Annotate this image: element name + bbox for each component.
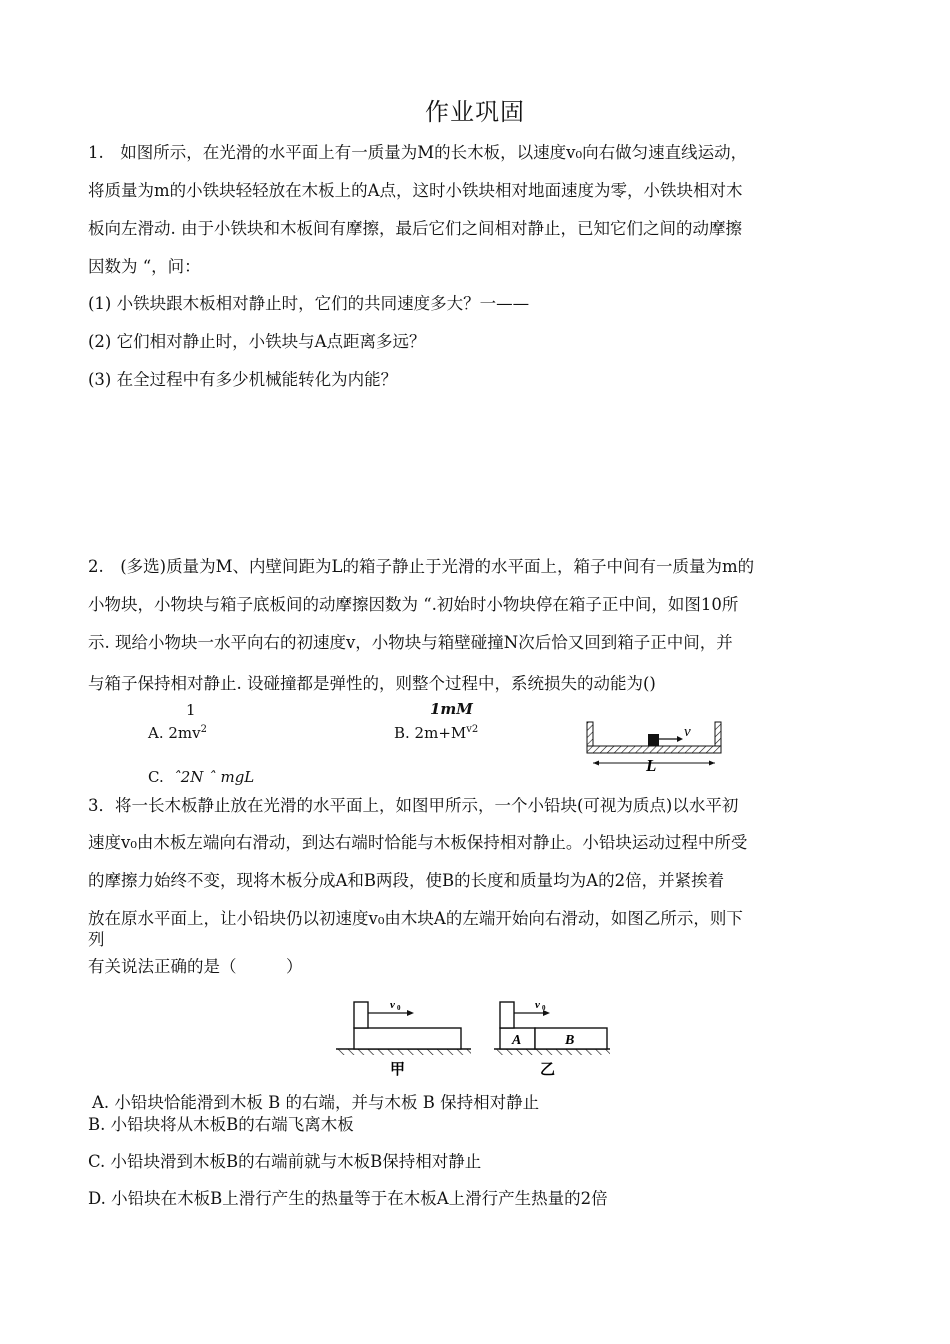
q2-option-c-expr: ˆ2N ˆ mgL <box>173 768 255 786</box>
q3-line-3: 的摩擦力始终不变，现将木板分成A和B两段，使B的长度和质量均为A的2倍，并紧挨着 <box>88 871 725 890</box>
q2-line-3: 示. 现给小物块一水平向右的初速度v，小物块与箱壁碰撞N次后恰又回到箱子正中间，并 <box>88 633 733 652</box>
q1-line-3: 板向左滑动. 由于小铁块和木板间有摩擦，最后它们之间相对静止，已知它们之间的动摩擦 <box>88 219 742 238</box>
q3-line-6: 有关说法正确的是（ ） <box>88 957 303 976</box>
q1-line-1: 1. 如图所示，在光滑的水平面上有一质量为M的长木板，以速度v₀向右做匀速直线运动， <box>88 143 748 162</box>
q2-line-1: 2. (多选)质量为M、内壁间距为L的箱子静止于光滑的水平面上，箱子中间有一质量为m的 <box>88 557 755 576</box>
ground-yi <box>494 1049 610 1055</box>
q3-line-1: 3．将一长木板静止放在光滑的水平面上，如图甲所示，一个小铅块(可视为质点)以水平初 <box>88 796 739 815</box>
v0-label-jia: v <box>390 999 395 1011</box>
page-title: 作业巩固 <box>425 98 525 126</box>
q3-option-c: C. 小铅块滑到木板B的右端前就与木板B保持相对静止 <box>88 1152 482 1171</box>
ground-jia <box>336 1049 471 1055</box>
q2-option-a-sup: 2 <box>200 724 207 735</box>
q2-option-b <box>394 724 478 742</box>
length-label: L <box>646 756 657 774</box>
velocity-label: v <box>684 724 691 740</box>
v0-arrowhead-jia <box>407 1010 414 1016</box>
length-arrow-right <box>709 761 715 766</box>
velocity-arrowhead <box>677 736 683 742</box>
q3-line-4: 放在原水平面上，让小铅块仍以初速度v₀由木块A的左端开始向右滑动，如图乙所示，则下 <box>88 909 743 928</box>
q2-option-a-text: A. 2mv <box>148 724 201 742</box>
figure-label-yi: 乙 <box>540 1062 556 1078</box>
q1-sub-1: (1) 小铁块跟木板相对静止时，它们的共同速度多大？一—— <box>88 294 530 313</box>
q1-line-4: 因数为 “，问： <box>88 257 201 276</box>
q3-option-b: B. 小铅块将从木板B的右端飞离木板 <box>88 1115 354 1134</box>
plank-b-label: B <box>565 1033 575 1048</box>
figure-label-jia: 甲 <box>390 1062 406 1078</box>
plank-a-label: A <box>512 1033 522 1048</box>
q2-option-c <box>148 768 254 786</box>
v0-sub-jia: 0 <box>397 1004 401 1012</box>
v0-sub-yi: 0 <box>542 1004 546 1012</box>
box-right-wall <box>715 722 721 746</box>
q2-line-2: 小物块，小物块与箱子底板间的动摩擦因数为 “.初始时小物块停在箱子正中间，如图10所 <box>88 595 739 614</box>
q2-option-a-numerator: 1 <box>186 701 196 719</box>
q1-line-2: 将质量为m的小铁块轻轻放在木板上的A点，这时小铁块相对地面速度为零，小铁块相对木 <box>88 181 743 200</box>
plank-jia <box>354 1028 461 1049</box>
q1-sub-3: (3) 在全过程中有多少机械能转化为内能？ <box>88 370 398 389</box>
lead-block-jia <box>354 1002 368 1028</box>
box-left-wall <box>587 722 593 746</box>
box-figure <box>580 716 730 774</box>
plank-figure <box>332 994 622 1082</box>
box-floor <box>587 746 721 753</box>
q3-option-d: D. 小铅块在木板B上滑行产生的热量等于在木板A上滑行产生热量的2倍 <box>88 1189 608 1208</box>
q2-option-c-label: C. <box>148 768 164 786</box>
q2-option-a <box>148 724 207 742</box>
q2-option-b-numerator: 1mM <box>430 700 473 718</box>
q3-option-a: A. 小铅块恰能滑到木板 B 的右端，并与木板 B 保持相对静止 <box>92 1093 540 1112</box>
small-block <box>648 734 659 746</box>
q2-option-b-sup: v2 <box>466 724 479 735</box>
lead-block-yi <box>500 1002 514 1028</box>
q2-line-4: 与箱子保持相对静止. 设碰撞都是弹性的，则整个过程中，系统损失的动能为() <box>88 674 656 693</box>
q3-line-5: 列 <box>88 930 105 949</box>
q2-option-b-text: B. 2m+M <box>394 724 467 742</box>
q3-line-2: 速度v₀由木板左端向右滑动，到达右端时恰能与木板保持相对静止。小铅块运动过程中所受 <box>88 833 748 852</box>
v0-label-yi: v <box>535 999 540 1011</box>
q1-sub-2: (2) 它们相对静止时，小铁块与A点距离多远？ <box>88 332 426 351</box>
length-arrow-left <box>593 761 599 766</box>
